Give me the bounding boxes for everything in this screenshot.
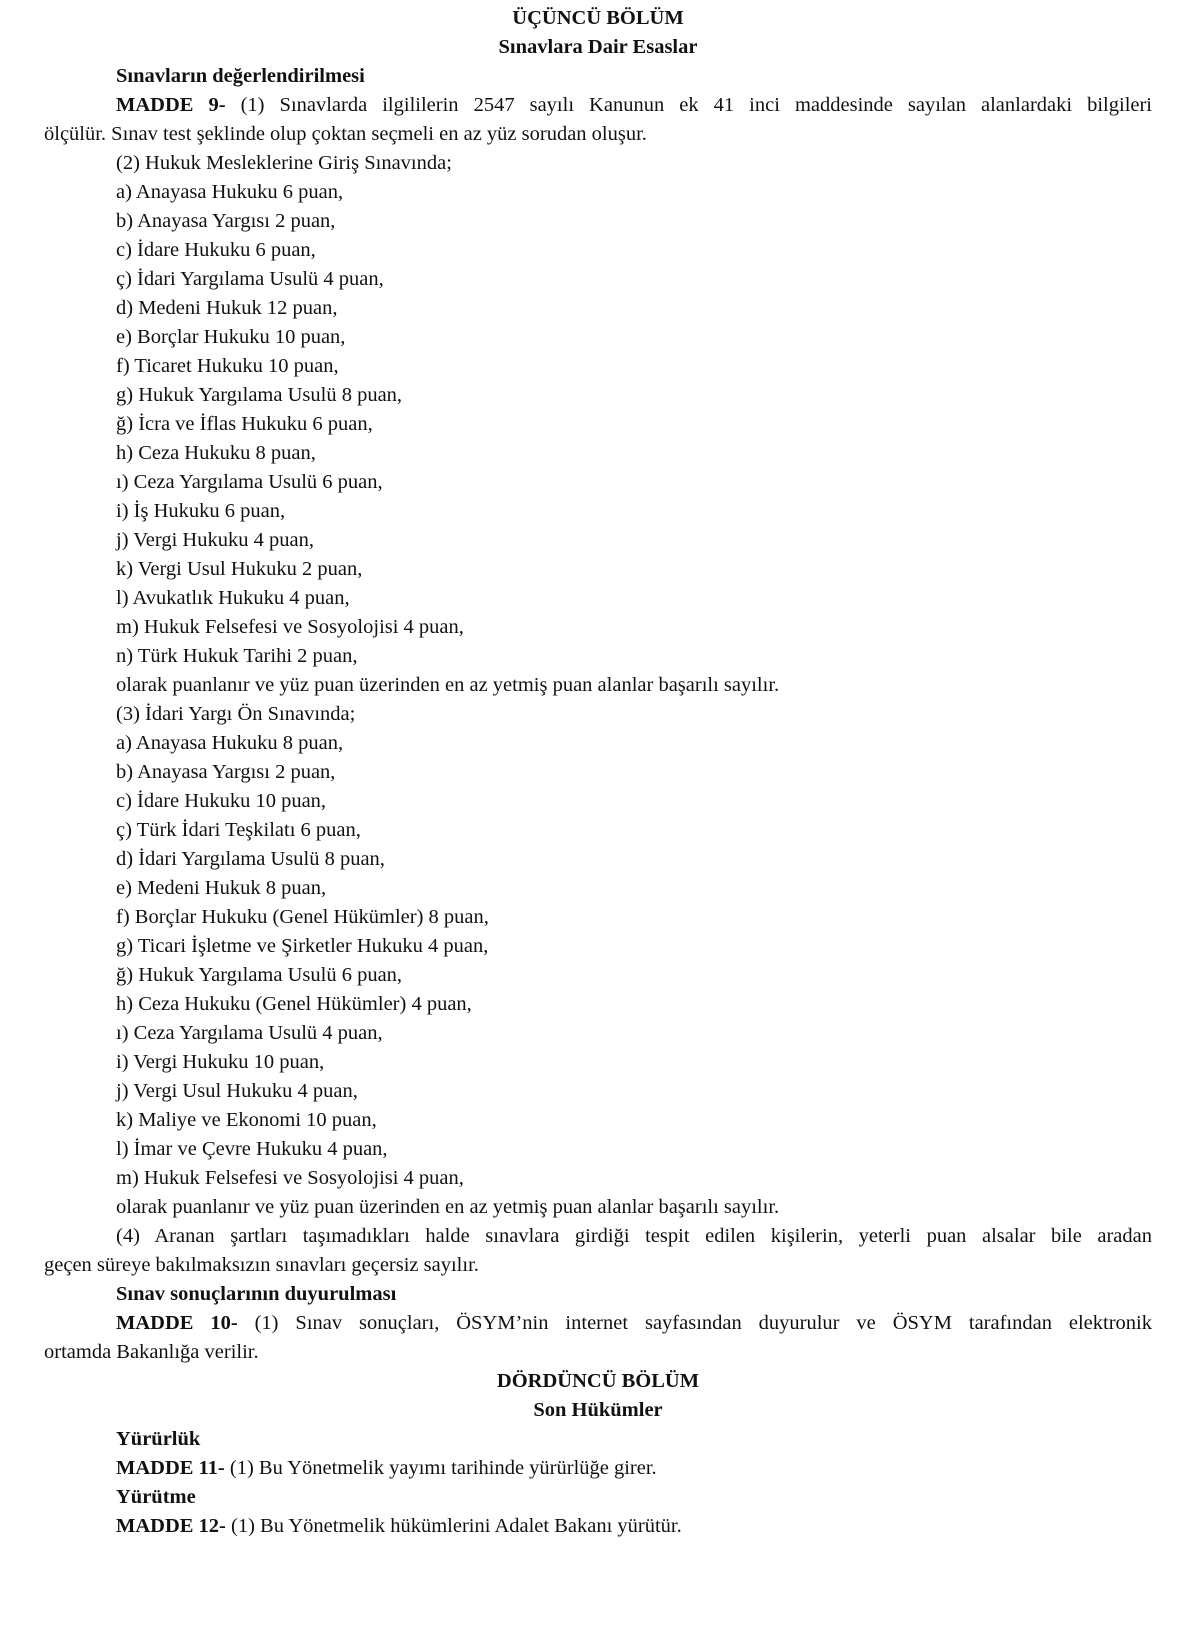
- score-list-item: i) Vergi Hukuku 10 puan,: [116, 1051, 325, 1073]
- article-11-line: [116, 1456, 1152, 1480]
- score-list-item: ı) Ceza Yargılama Usulü 6 puan,: [116, 471, 383, 493]
- article-11-text: (1) Bu Yönetmelik yayımı tarihinde yürürlüğe girer.: [224, 1457, 657, 1479]
- score-list-item: g) Hukuk Yargılama Usulü 8 puan,: [116, 384, 403, 406]
- article-12-text: (1) Bu Yönetmelik hükümlerini Adalet Bakanı yürütür.: [225, 1515, 682, 1537]
- score-list-item: g) Ticari İşletme ve Şirketler Hukuku 4 puan,: [116, 935, 489, 957]
- article-9-paragraph-2-close: olarak puanlanır ve yüz puan üzerinden en az yetmiş puan alanlar başarılı sayılır.: [116, 674, 780, 696]
- article-10-line-2: ortamda Bakanlığa verilir.: [44, 1341, 259, 1363]
- score-list-item: a) Anayasa Hukuku 8 puan,: [116, 732, 344, 754]
- score-list-item: ğ) İcra ve İflas Hukuku 6 puan,: [116, 413, 373, 435]
- score-list-item: k) Maliye ve Ekonomi 10 puan,: [116, 1109, 377, 1131]
- score-list-item: f) Ticaret Hukuku 10 puan,: [116, 355, 339, 377]
- article-12-label: MADDE 12-: [116, 1515, 226, 1537]
- article-10-heading: Sınav sonuçlarının duyurulması: [116, 1283, 397, 1305]
- article-9-paragraph-1-line-2: ölçülür. Sınav test şeklinde olup çoktan seçmeli en az yüz sorudan oluşur.: [44, 123, 647, 145]
- article-10-text: (1) Sınav sonuçları, ÖSYM’nin internet sayfasından duyurulur ve ÖSYM tarafından elektronik: [237, 1312, 1152, 1334]
- section-four-subtitle: Son Hükümler: [533, 1399, 663, 1421]
- score-list-item: m) Hukuk Felsefesi ve Sosyolojisi 4 puan,: [116, 616, 464, 638]
- score-list-item: c) İdare Hukuku 6 puan,: [116, 239, 316, 261]
- score-list-item: h) Ceza Hukuku (Genel Hükümler) 4 puan,: [116, 993, 472, 1015]
- score-list-item: l) İmar ve Çevre Hukuku 4 puan,: [116, 1138, 388, 1160]
- score-list-item: b) Anayasa Yargısı 2 puan,: [116, 761, 336, 783]
- score-list-item: k) Vergi Usul Hukuku 2 puan,: [116, 558, 363, 580]
- score-list-item: l) Avukatlık Hukuku 4 puan,: [116, 587, 350, 609]
- score-list-item: j) Vergi Hukuku 4 puan,: [116, 529, 314, 551]
- article-9-paragraph-3-close: olarak puanlanır ve yüz puan üzerinden en az yetmiş puan alanlar başarılı sayılır.: [116, 1196, 780, 1218]
- score-list-item: c) İdare Hukuku 10 puan,: [116, 790, 327, 812]
- article-9-heading: Sınavların değerlendirilmesi: [116, 65, 365, 87]
- article-9-paragraph-2-intro: (2) Hukuk Mesleklerine Giriş Sınavında;: [116, 152, 452, 174]
- score-list-item: d) İdari Yargılama Usulü 8 puan,: [116, 848, 385, 870]
- article-9-label: MADDE 9-: [116, 94, 226, 116]
- score-list-item: b) Anayasa Yargısı 2 puan,: [116, 210, 336, 232]
- section-three-title: ÜÇÜNCÜ BÖLÜM: [512, 7, 684, 29]
- score-list-item: a) Anayasa Hukuku 6 puan,: [116, 181, 344, 203]
- article-10-line-1: [116, 1311, 1152, 1335]
- score-list-item: m) Hukuk Felsefesi ve Sosyolojisi 4 puan,: [116, 1167, 464, 1189]
- score-list-item: d) Medeni Hukuk 12 puan,: [116, 297, 338, 319]
- score-list-item: n) Türk Hukuk Tarihi 2 puan,: [116, 645, 358, 667]
- article-9-paragraph-3-intro: (3) İdari Yargı Ön Sınavında;: [116, 703, 356, 725]
- score-list-item: j) Vergi Usul Hukuku 4 puan,: [116, 1080, 358, 1102]
- score-list-item: i) İş Hukuku 6 puan,: [116, 500, 286, 522]
- section-four-title: DÖRDÜNCÜ BÖLÜM: [496, 1370, 700, 1392]
- article-11-heading: Yürürlük: [116, 1428, 201, 1450]
- score-list-item: e) Borçlar Hukuku 10 puan,: [116, 326, 346, 348]
- score-list-item: ç) Türk İdari Teşkilatı 6 puan,: [116, 819, 361, 841]
- score-list-item: f) Borçlar Hukuku (Genel Hükümler) 8 puan,: [116, 906, 489, 928]
- article-9-paragraph-4-line-1: (4) Aranan şartları taşımadıkları halde sınavlara girdiği tespit edilen kişilerin, yeterli puan alsalar bile aradan: [116, 1225, 1152, 1247]
- score-list-item: h) Ceza Hukuku 8 puan,: [116, 442, 316, 464]
- score-list-item: ğ) Hukuk Yargılama Usulü 6 puan,: [116, 964, 403, 986]
- score-list-item: ç) İdari Yargılama Usulü 4 puan,: [116, 268, 384, 290]
- score-list-item: e) Medeni Hukuk 8 puan,: [116, 877, 327, 899]
- article-9-paragraph-1-text: (1) Sınavlarda ilgililerin 2547 sayılı Kanunun ek 41 inci maddesinde sayılan alanlardaki bilgileri: [225, 94, 1153, 116]
- article-11-label: MADDE 11-: [116, 1457, 225, 1479]
- article-12-heading: Yürütme: [116, 1486, 196, 1508]
- article-9-paragraph-1-line-1: [116, 93, 1152, 117]
- article-12-line: [116, 1514, 1152, 1538]
- section-three-subtitle: Sınavlara Dair Esaslar: [498, 36, 698, 58]
- article-9-paragraph-4-line-2: geçen süreye bakılmaksızın sınavları geçersiz sayılır.: [44, 1254, 479, 1276]
- score-list-item: ı) Ceza Yargılama Usulü 4 puan,: [116, 1022, 383, 1044]
- article-10-label: MADDE 10-: [116, 1312, 238, 1334]
